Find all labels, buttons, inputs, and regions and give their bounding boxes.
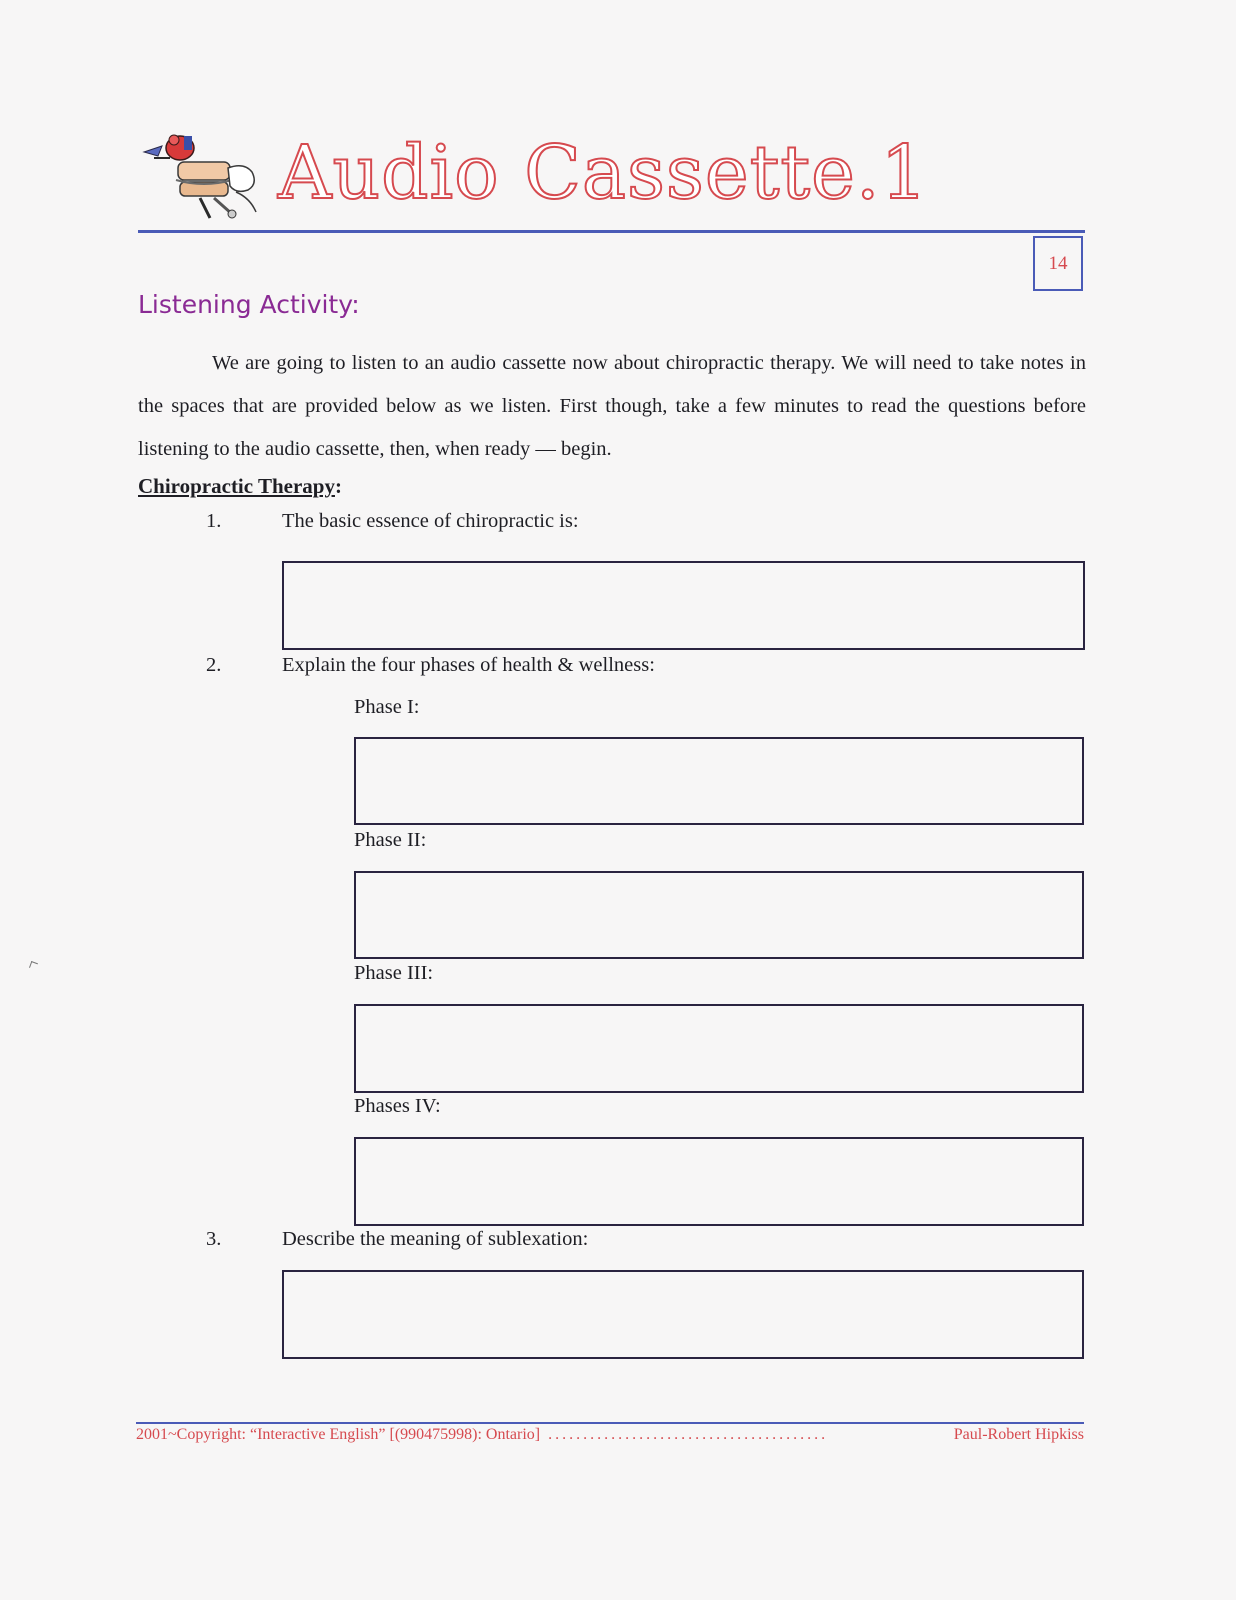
worksheet-subheading bbox=[138, 474, 342, 499]
worksheet-subheading-colon: : bbox=[334, 474, 342, 498]
phase-4-label: Phases IV: bbox=[354, 1095, 441, 1117]
section-heading: Listening Activity: bbox=[138, 290, 360, 319]
question-2-number: 2. bbox=[206, 654, 222, 676]
footer-divider bbox=[136, 1422, 1084, 1424]
phase-3-label: Phase III: bbox=[354, 962, 434, 984]
chiropractic-spine-cartoon-icon bbox=[140, 128, 264, 220]
question-1-text: The basic essence of chiropractic is: bbox=[282, 510, 579, 532]
phase-1-label: Phase I: bbox=[354, 696, 420, 718]
question-2-text: Explain the four phases of health & wellness: bbox=[282, 654, 655, 676]
footer-copyright: 2001~Copyright: “Interactive English” [(990475998): Ontario] bbox=[136, 1426, 541, 1443]
phase-2-label: Phase II: bbox=[354, 829, 427, 851]
footer-leader: ........................................ bbox=[548, 1426, 829, 1443]
answer-box-phase-2[interactable] bbox=[354, 871, 1084, 959]
page-title: Audio Cassette.1 bbox=[278, 130, 929, 216]
scan-mark bbox=[29, 961, 38, 970]
question-3-number: 3. bbox=[206, 1228, 222, 1250]
answer-box-phase-4[interactable] bbox=[354, 1137, 1084, 1226]
worksheet-subheading-text: Chiropractic Therapy bbox=[138, 474, 335, 498]
question-1-number: 1. bbox=[206, 510, 222, 532]
title-divider bbox=[138, 230, 1085, 233]
intro-paragraph: We are going to listen to an audio cassette now about chiropractic therapy. We will need to take notes in the spaces that are provided below as we listen. First though, take a few minutes to read the questions before listening to the audio cassette, then, when ready — begin. bbox=[138, 352, 1086, 460]
answer-box-phase-3[interactable] bbox=[354, 1004, 1084, 1093]
page-number: 14 bbox=[1033, 236, 1083, 291]
answer-box-question-3[interactable] bbox=[282, 1270, 1084, 1359]
footer bbox=[136, 1426, 1084, 1444]
footer-author: Paul-Robert Hipkiss bbox=[953, 1426, 1084, 1443]
answer-box-question-1[interactable] bbox=[282, 561, 1085, 650]
answer-box-phase-1[interactable] bbox=[354, 737, 1084, 825]
question-3-text: Describe the meaning of sublexation: bbox=[282, 1228, 589, 1250]
